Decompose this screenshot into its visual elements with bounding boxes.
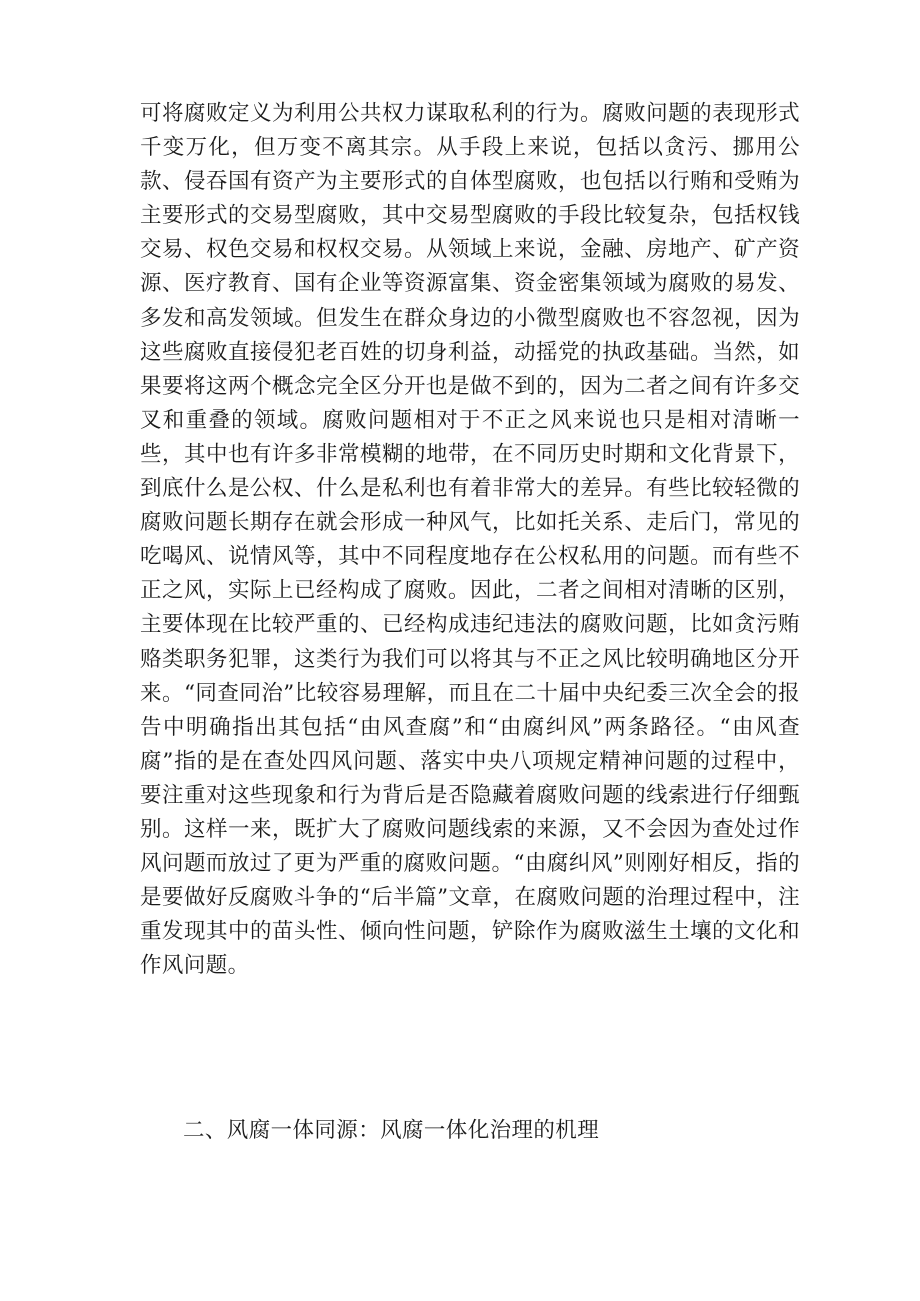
- section-heading: 二、风腐一体同源：风腐一体化治理的机理: [183, 1118, 600, 1143]
- body-paragraph: 可将腐败定义为利用公共权力谋取私利的行为。腐败问题的表现形式千变万化，但万变不离其宗。从手段上来说，包括以贪污、挪用公款、侵吞国有资产为主要形式的自体型腐败，也包括以行贿和受贿为主要形式的交易型腐败，其中交易型腐败的手段比较复杂，包括权钱交易、权色交易和权权交易。从领域上来说，金融、房地产、矿产资源、医疗教育、国有企业等资源富集、资金密集领域为腐败的易发、多发和高发领域。但发生在群众身边的小微型腐败也不容忽视，因为这些腐败直接侵犯老百姓的切身利益，动摇党的执政基础。当然，如果要将这两个概念完全区分开也是做不到的，因为二者之间有许多交叉和重叠的领域。腐败问题相对于不正之风来说也只是相对清晰一些，其中也有许多非常模糊的地带，在不同历史时期和文化背景下，到底什么是公权、什么是私利也有着非常大的差异。有些比较轻微的腐败问题长期存在就会形成一种风气，比如托关系、走后门，常见的吃喝风、说情风等，其中不同程度地存在公权私用的问题。而有些不正之风，实际上已经构成了腐败。因此，二者之间相对清晰的区别，主要体现在比较严重的、已经构成违纪违法的腐败问题，比如贪污贿赂类职务犯罪，这类行为我们可以将其与不正之风比较明确地区分开来。“同查同治”比较容易理解，而且在二十届中央纪委三次全会的报告中明确指出其包括“由风查腐”和“由腐纠风”两条路径。“由风查腐”指的是在查处四风问题、落实中央八项规定精神问题的过程中，要注重对这些现象和行为背后是否隐藏着腐败问题的线索进行仔细甄别。这样一来，既扩大了腐败问题线索的来源，又不会因为查处过作风问题而放过了更为严重的腐败问题。“由腐纠风”则刚好相反，指的是要做好反腐败斗争的“后半篇”文章，在腐败问题的治理过程中，注重发现其中的苗头性、倾向性问题，铲除作为腐败滋生土壤的文化和作风问题。: [140, 101, 800, 979]
